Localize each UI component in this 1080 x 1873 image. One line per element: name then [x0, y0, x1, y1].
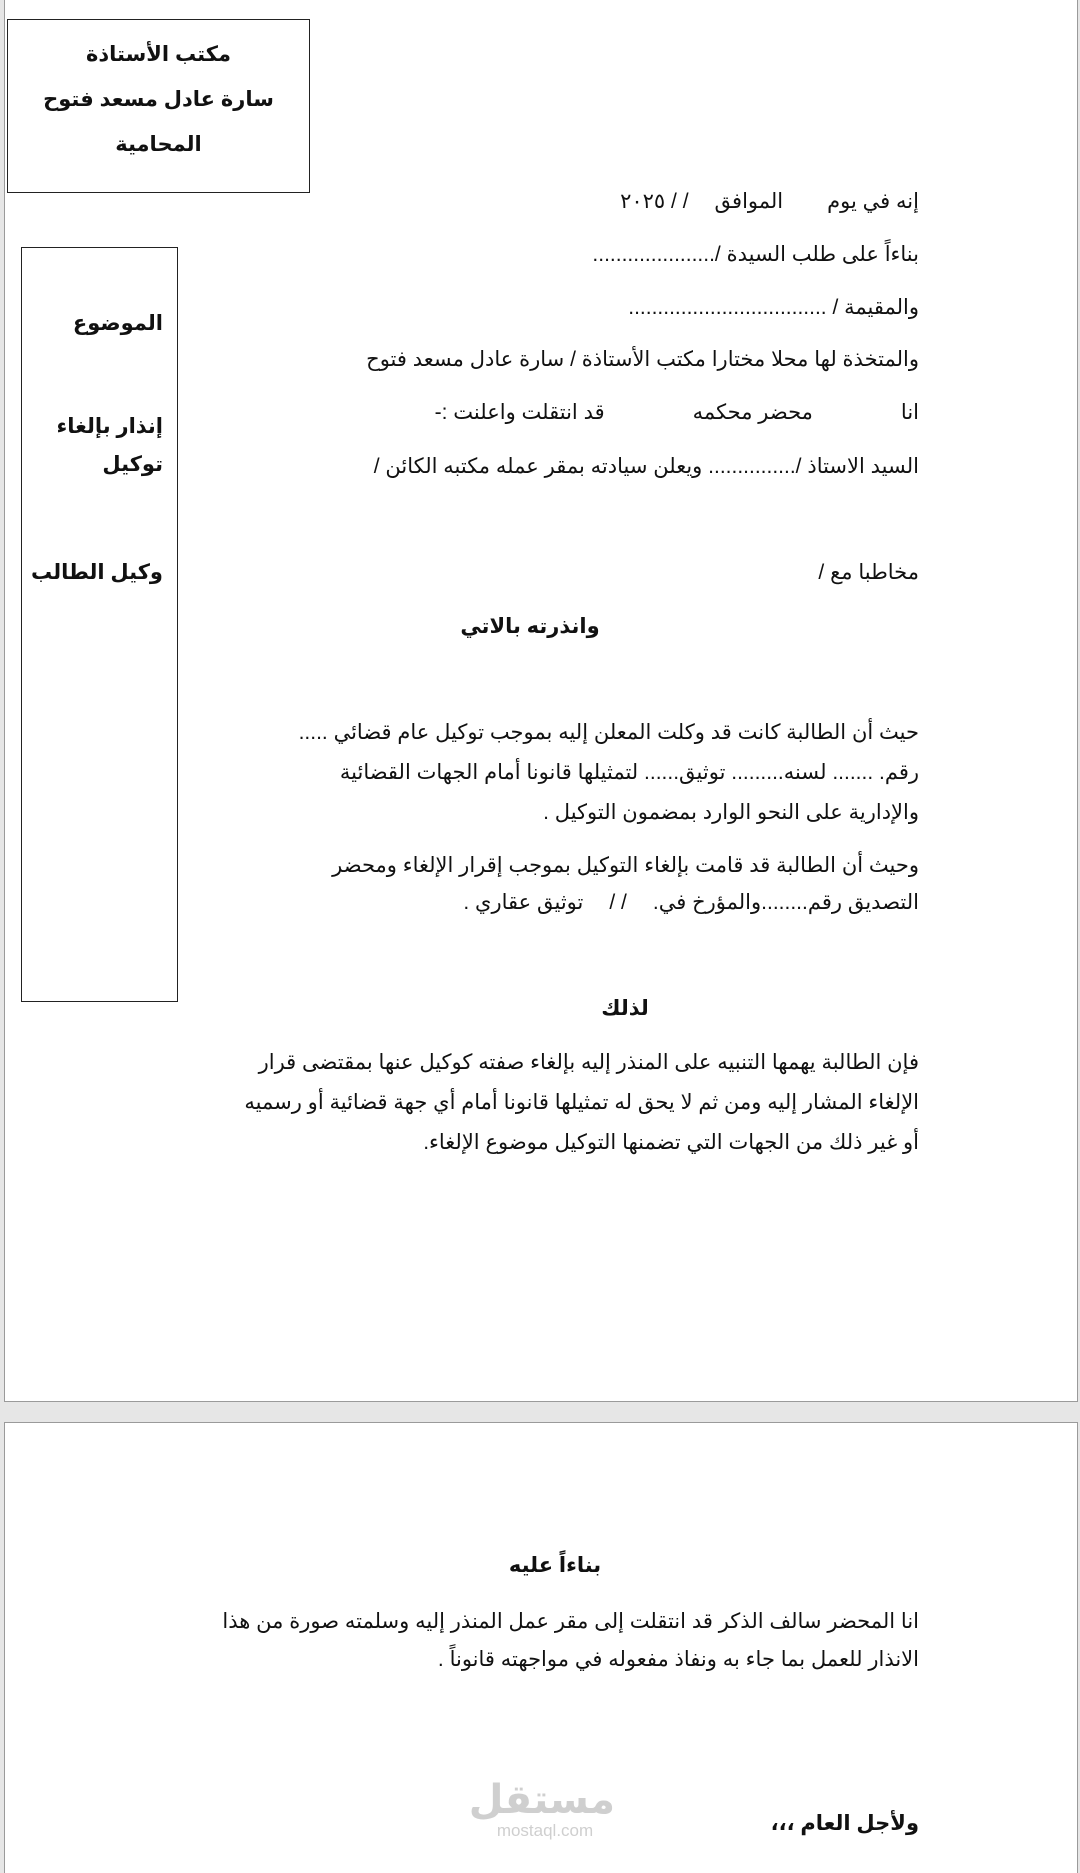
therefore-heading: لذلك: [601, 997, 649, 1020]
date-line-prefix: إنه في يوم: [827, 190, 919, 213]
residence-line: والمقيمة / ..................................: [628, 296, 919, 319]
paragraph-2-line-1: وحيث أن الطالبة قد قامت بإلغاء التوكيل بموجب إقرار الإلغاء ومحضر: [332, 854, 919, 877]
requester-role: وكيل الطالب: [31, 561, 163, 584]
closing-line: ولأجل العام ،،،: [770, 1812, 919, 1835]
subject-sidebar-box: [21, 247, 178, 1002]
watermark-logo-text: مستقل: [468, 1778, 615, 1822]
chosen-address-line: والمتخذة لها محلا مختارا مكتب الأستاذة / سارة عادل مسعد فتوح: [366, 348, 919, 371]
bailiff-pronoun: انا: [900, 401, 919, 424]
bailiff-title: محضر محكمه: [692, 401, 813, 424]
page2-line-1: انا المحضر سالف الذكر قد انتقلت إلى مقر عمل المنذر إليه وسلمته صورة من هذا: [222, 1610, 919, 1633]
certification-date: / /: [609, 891, 627, 914]
subject-title-line-1: إنذار بإلغاء: [56, 415, 163, 438]
bailiff-action: قد انتقلت واعلنت :-: [434, 401, 605, 424]
paragraph-1-line-2: رقم. ....... لسنه......... توثيق...... لتمثيلها قانونا أمام الجهات القضائية: [339, 761, 919, 784]
date-line-date: / / ٢٠٢٥: [620, 190, 689, 213]
date-line-corresponding: الموافق: [714, 190, 784, 213]
date-line: [620, 189, 919, 215]
paragraph-2-line-2: [463, 890, 919, 916]
lawyer-name: سارة عادل مسعد فتوح: [43, 88, 274, 111]
therefore-line-1: فإن الطالبة يهمها التنبيه على المنذر إليه بإلغاء صفته كوكيل عنها بمقتضى قرار: [258, 1051, 919, 1074]
document-page-1: [4, 0, 1078, 1402]
real-estate-notarization: توثيق عقاري .: [463, 891, 584, 914]
therefore-line-2: الإلغاء المشار إليه ومن ثم لا يحق له تمثيلها قانونا أمام أي جهة قضائية أو رسميه: [244, 1091, 919, 1114]
document-page-2: [4, 1422, 1078, 1873]
lawyer-title: المحامية: [115, 133, 202, 156]
watermark-url: mostaql.com: [496, 1821, 594, 1840]
subject-label: الموضوع: [72, 312, 163, 335]
notified-party-line: السيد الاستاذ /............... ويعلن سيادته بمقر عمله مكتبه الكائن /: [373, 455, 919, 478]
therefore-line-3: أو غير ذلك من الجهات التي تضمنها التوكيل موضوع الإلغاء.: [423, 1131, 919, 1154]
based-thereon-heading: بناءاً عليه: [508, 1554, 602, 1577]
office-header-box: [7, 19, 310, 193]
requester-line: بناءاً على طلب السيدة /.....................: [592, 243, 919, 266]
paragraph-1-line-1: حيث أن الطالبة كانت قد وكلت المعلن إليه بموجب توكيل عام قضائي .....: [298, 721, 919, 744]
mostaql-watermark: [468, 1778, 615, 1840]
page2-line-2: الانذار للعمل بما جاء به ونفاذ مفعوله في مواجهته قانوناً .: [437, 1648, 919, 1671]
certification-number: التصديق رقم........والمؤرخ في.: [652, 891, 919, 914]
subject-title-line-2: توكيل: [102, 453, 163, 476]
warning-heading: وانذرته بالاتي: [460, 615, 600, 638]
addressed-with-line: مخاطبا مع /: [818, 561, 919, 584]
paragraph-1-line-3: والإدارية على النحو الوارد بمضمون التوكيل .: [543, 801, 919, 824]
bailiff-line: [435, 400, 919, 426]
office-title: مكتب الأستاذة: [86, 43, 231, 66]
